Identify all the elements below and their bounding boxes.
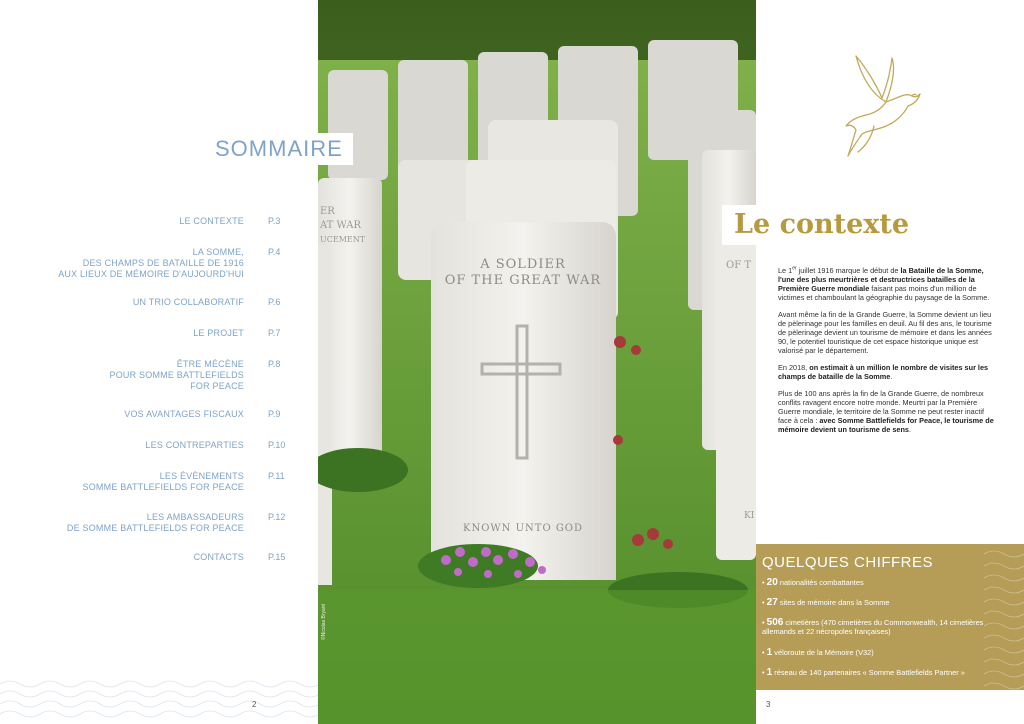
page-number: 3 xyxy=(766,700,771,709)
p3-text-a: En 2018, xyxy=(778,363,810,372)
key-figure-item: • 1 réseau de 140 partenaires « Somme Battlefields Partner » xyxy=(762,667,965,678)
toc-label: LES ÉVÈNEMENTS SOMME BATTLEFIELDS FOR PEACE xyxy=(82,471,244,492)
p1-text-b: juillet 1916 marque le début de xyxy=(796,266,901,275)
contexte-heading: Le contexte xyxy=(722,205,921,245)
toc-page-number: P.11 xyxy=(268,471,285,481)
headstone-line-2: OF THE GREAT WAR xyxy=(444,273,602,288)
headstone-line-1: A SOLDIER xyxy=(480,257,566,272)
p1-sup: er xyxy=(792,265,797,272)
toc-label: LE PROJET xyxy=(193,328,244,338)
paragraph-2: Avant même la fin de la Grande Guerre, la Somme devient un lieu de pèlerinage pour les familles en deuil. Au fil des ans, le tourisme de pèlerinage devient un tourisme de mémoire et dans les années 90, le potentiel touristique de cet espace historique unique est valorisé par le département. xyxy=(778,310,992,355)
p3-text-c: . xyxy=(890,372,893,381)
toc-page-number: P.4 xyxy=(268,247,281,257)
toc-page-number: P.12 xyxy=(268,512,286,522)
toc-page-number: P.3 xyxy=(268,216,281,226)
toc-page-number: P.7 xyxy=(268,328,281,338)
toc-label: LES CONTREPARTIES xyxy=(145,440,244,450)
headstones-illustration xyxy=(318,0,756,724)
toc-page-number: P.6 xyxy=(268,297,281,307)
p4-text-a: Plus de 100 ans après la fin de la Grande Guerre, de nombreux conflits ravagent encore notre monde. Meurtri par la Première Guerre mondiale, le territoire de la Somme ne peut rester inactif face à cela : xyxy=(778,389,985,425)
key-figure-number: 506 xyxy=(766,617,784,628)
toc-label: LE CONTEXTE xyxy=(179,216,244,226)
key-figure-number: 1 xyxy=(766,647,773,658)
toc-page-number: P.9 xyxy=(268,409,281,419)
key-figure-item: • 506 cimetières (470 cimetières du Commonwealth, 14 cimetières allemands et 22 nécropoles françaises) xyxy=(762,617,984,636)
key-figure-item: • 1 véloroute de la Mémoire (V32) xyxy=(762,647,874,658)
toc-page-number: P.10 xyxy=(268,440,286,450)
key-figure-item: • 20 nationalités combattantes xyxy=(762,577,864,588)
right-stone-text: OF T xyxy=(726,260,751,271)
sommaire-heading: SOMMAIRE xyxy=(205,133,353,165)
key-figure-number: 20 xyxy=(766,577,778,588)
paragraph-1 xyxy=(778,266,998,302)
left-stone-text-1: ER xyxy=(320,206,335,217)
p3-bold: on estimait à un million le nombre de visites sur les champs de bataille de la Somme xyxy=(778,363,989,381)
context-body xyxy=(778,266,998,442)
paragraph-4 xyxy=(778,389,998,434)
toc-label: UN TRIO COLLABORATIF xyxy=(132,297,244,307)
p1-text-c: faisant pas moins d'un million de victimes et chamboulant la géographie du paysage de la Somme. xyxy=(778,284,990,302)
key-figure-text: nationalités combattantes xyxy=(777,578,864,587)
p4-text-c: . xyxy=(908,425,912,434)
cemetery-photo xyxy=(318,0,756,724)
p1-text-a: Le 1 xyxy=(778,266,793,275)
key-figure-number: 27 xyxy=(766,597,778,608)
key-figure-number: 1 xyxy=(766,667,773,678)
paragraph-3 xyxy=(778,363,998,381)
key-figures-title: QUELQUES CHIFFRES xyxy=(762,554,934,571)
toc-page-number: P.15 xyxy=(268,552,286,562)
toc-label: LES AMBASSADEURS DE SOMME BATTLEFIELDS FOR PEACE xyxy=(66,512,244,533)
wave-pattern xyxy=(0,676,318,724)
left-stone-text-2: AT WAR xyxy=(320,220,362,231)
right-stone-footer: KI xyxy=(744,511,755,521)
key-figure-text: sites de mémoire dans la Somme xyxy=(777,598,890,607)
key-figure-text: véloroute de la Mémoire (V32) xyxy=(772,648,874,657)
p1-bold: la Bataille de la Somme, l'une des plus meurtrières et destructrices batailles de la Première Guerre mondiale xyxy=(778,266,984,293)
toc-label: CONTACTS xyxy=(193,552,244,562)
key-figure-text: réseau de 140 partenaires « Somme Battlefields Partner » xyxy=(772,668,965,677)
toc-page-number: P.8 xyxy=(268,359,281,369)
key-figure-text: cimetières (470 cimetières du Commonwealth, 14 cimetières allemands et 22 nécropoles françaises) xyxy=(762,618,984,636)
toc-label: VOS AVANTAGES FISCAUX xyxy=(124,409,244,419)
p4-bold: avec Somme Battlefields for Peace, le tourisme de mémoire devient un tourisme de sens xyxy=(778,416,994,434)
headstone-footer: KNOWN UNTO GOD xyxy=(462,523,584,534)
key-figures-box xyxy=(756,544,1024,690)
left-stone-text-3: UCEMENT xyxy=(320,235,366,244)
key-figure-item: • 27 sites de mémoire dans la Somme xyxy=(762,597,890,608)
photo-credit: ©Nicolas Bryant xyxy=(321,604,327,640)
dove-icon xyxy=(842,52,928,162)
toc-label: ÊTRE MÉCÈNE POUR SOMME BATTLEFIELDS FOR PEACE xyxy=(109,359,244,391)
left-page xyxy=(0,0,318,724)
page-number: 2 xyxy=(252,700,257,709)
toc-label: LA SOMME, DES CHAMPS DE BATAILLE DE 1916 AUX LIEUX DE MÉMOIRE D'AUJOURD'HUI xyxy=(58,247,244,279)
